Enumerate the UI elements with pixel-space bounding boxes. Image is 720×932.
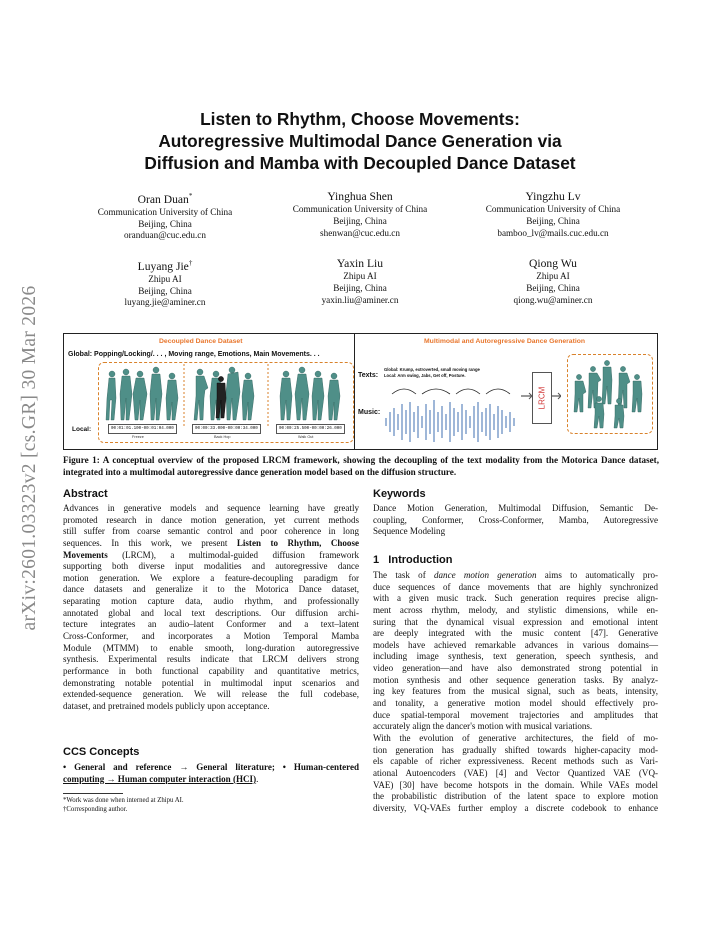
clip-move: Freeze xyxy=(132,435,144,439)
text-line: still suffer from coarse semantic control and poor coherence in long xyxy=(63,526,359,537)
text-line: motion synthesis and other sequence generation tasks. By analyz- xyxy=(373,674,658,685)
text-line: els capable of richer expressiveness. Recent methods such as Vari- xyxy=(373,756,658,767)
author-block xyxy=(453,256,653,306)
figure-divider xyxy=(354,334,355,449)
text-line: performance in both functional capability and quantitative metrics, xyxy=(63,665,359,676)
author-affiliation: Communication University of China xyxy=(97,206,233,217)
author-email[interactable]: yaxin.liu@aminer.cn xyxy=(321,294,399,305)
intro-body xyxy=(373,570,658,814)
title-line: Autoregressive Multimodal Dance Generation via xyxy=(158,131,562,151)
author-block xyxy=(453,189,653,239)
author-location: Beijing, China xyxy=(526,215,580,226)
arxiv-stamp: arXiv:2601.03323v2 [cs.GR] 30 Mar 2026 xyxy=(19,285,40,631)
author-name: Yaxin Liu xyxy=(336,257,384,270)
music-label: Music: xyxy=(358,409,381,416)
texts-label: Texts: xyxy=(358,372,379,379)
author-email[interactable]: bamboo_lv@mails.cuc.edu.cn xyxy=(497,227,609,238)
author-location: Beijing, China xyxy=(138,285,192,296)
author-name: Oran Duan xyxy=(137,192,189,206)
title-line: Listen to Rhythm, Choose Movements: xyxy=(200,109,520,129)
text-line: accurately align the dancer's motion with musical variations. xyxy=(373,721,593,732)
author-name: Yingzhu Lv xyxy=(525,190,581,203)
intro-heading xyxy=(373,554,452,566)
text-line: promoted research in dance motion generation, yet current methods xyxy=(63,514,359,525)
author-affiliation: Communication University of China xyxy=(485,204,621,214)
author-mark: † xyxy=(188,259,193,267)
text-line: motion generation. We explore a feature-decoupling paradigm for xyxy=(63,572,359,583)
author-location: Beijing, China xyxy=(333,282,387,293)
ccs-heading: CCS Concepts xyxy=(63,746,140,758)
clip-time: 00:00:25.500-00:00:26.000 xyxy=(276,424,345,434)
text-line: diversity, VQ-VAEs further employ a discrete codebook to enhance xyxy=(373,802,658,813)
text-line: tion generation has gradually shifted towards higher-capacity mod- xyxy=(373,744,658,755)
author-block xyxy=(260,256,460,306)
author-affiliation: Zhipu AI xyxy=(148,273,182,284)
text-line: Module (MTMM) to enable smooth, long-duration autoregressive xyxy=(63,642,359,653)
text-local: Local: Arm swing, Jabs, Get off, Posture. xyxy=(384,373,466,378)
text-line: ational Autoencoders (VAE) [4] and Vector Quantized VAE (VQ- xyxy=(373,767,658,778)
author-name: Qiong Wu xyxy=(529,257,577,270)
text-line: Cross-Conformer, and incorporates a Motion Temporal Mamba xyxy=(63,631,359,642)
figure-left-title: Decoupled Dance Dataset xyxy=(159,338,243,345)
text-line: ment across rhythm, melody, and stylistic dimensions, while en- xyxy=(373,604,658,615)
figure-right-title: Multimodal and Autoregressive Dance Generation xyxy=(424,338,586,345)
author-affiliation: Communication University of China xyxy=(292,204,428,214)
figure-local-label: Local: xyxy=(72,426,92,433)
text-line: and tonality, a generative motion model should effectively pro- xyxy=(373,698,658,709)
figure-overview xyxy=(63,333,658,450)
text-line: coupling, Conformer, Cross-Conformer, Mamba, Autoregressive xyxy=(373,514,658,525)
text-line: extended-sequence generation. We will release the full codebase, xyxy=(63,689,359,700)
ccs-line: computing → Human computer interaction (HCI) xyxy=(63,773,257,784)
text-line: suring that the dynamical visual expression and emotional intent xyxy=(373,616,658,627)
keywords-heading: Keywords xyxy=(373,488,426,500)
text-line: VAE) [30] have become hotspots in the domain. While VAEs model xyxy=(373,779,658,790)
text-line: Advances in generative models and sequence learning have greatly xyxy=(63,503,359,513)
author-mark: * xyxy=(188,192,193,200)
author-name: Luyang Jie xyxy=(137,259,189,273)
dancer-figures-left xyxy=(100,364,352,428)
paper-title xyxy=(60,108,660,174)
text-line: ing key features from the musical signal, such as beats, intensity, xyxy=(373,686,658,697)
lrcm-label: LRCM xyxy=(537,386,547,410)
figure-global-label: Global: Popping/Locking/. . . , Moving range, Emotions, Main Movements. . . xyxy=(68,351,320,358)
author-block xyxy=(260,189,460,239)
text-line: the probabilistic distribution of the latent space to explore motion xyxy=(373,791,658,802)
music-waveform xyxy=(382,382,522,442)
ccs-line-end: . xyxy=(256,773,259,784)
text-line: separating motion capture data, audio rhythm, and professionally xyxy=(63,596,359,607)
footnote: *Work was done when interned at Zhipu AI. xyxy=(63,797,184,804)
ccs-line: • General and reference → General literature; • Human-centered xyxy=(63,762,359,772)
text-line: dance datasets and generalize it to the Motorica Dance dataset, xyxy=(63,584,359,595)
author-block xyxy=(65,256,265,309)
author-name: Yinghua Shen xyxy=(327,190,393,203)
author-block xyxy=(65,189,265,242)
author-email[interactable]: qiong.wu@aminer.cn xyxy=(513,294,593,305)
flow-arrows xyxy=(521,389,561,403)
text-line: annotated global and local text descriptions. Our diffusion archi- xyxy=(63,607,359,618)
clip-move: Walk Out xyxy=(298,435,314,439)
abstract-body xyxy=(63,503,359,713)
text-line: duce spatial-temporal movement trajectories and amplitudes that xyxy=(373,709,658,720)
author-email[interactable]: luyang.jie@aminer.cn xyxy=(124,297,206,308)
text-line: tecture integrates an audio–latent Conformer and a text–latent xyxy=(63,619,359,630)
text-line: video generation—and have also demonstrated strong potential in xyxy=(373,663,658,674)
clip-time: 00:01:01.100-00:01:04.000 xyxy=(108,424,177,434)
text-line: The task of dance motion generation aims to automatically pro- xyxy=(373,570,659,580)
author-location: Beijing, China xyxy=(526,282,580,293)
text-line: Dance Motion Generation, Multimodal Diffusion, Semantic De- xyxy=(373,503,658,513)
author-email[interactable]: oranduan@cuc.edu.cn xyxy=(124,230,206,241)
footnote: †Corresponding author. xyxy=(63,806,128,813)
text-line: supporting both diverse input modalities and autoregressive dance xyxy=(63,561,359,572)
text-line: Movements (LRCM), a multimodal-guided diffusion framework xyxy=(63,549,359,560)
footnote-rule xyxy=(63,793,123,794)
author-location: Beijing, China xyxy=(333,215,387,226)
text-line: synthesis. Experimental results indicate that LRCM delivers strong xyxy=(63,654,359,665)
ccs-concepts xyxy=(63,762,359,785)
abstract-heading: Abstract xyxy=(63,488,108,500)
text-line: models have achieved remarkable advances in various domains— xyxy=(373,639,658,650)
author-affiliation: Zhipu AI xyxy=(343,271,377,281)
text-line: With the evolution of generative architectures, the field of mo- xyxy=(373,732,658,743)
intro-heading-number: 1 xyxy=(373,554,380,566)
text-line: dataset, and pretrained models publicly upon acceptance. xyxy=(63,700,270,711)
text-line: duce sequences of dance movements that are highly synchronized xyxy=(373,581,658,592)
author-location: Beijing, China xyxy=(138,218,192,229)
keywords-body xyxy=(373,503,658,538)
clip-time: 00:00:33.000-00:00:34.000 xyxy=(192,424,261,434)
text-line: are deeply integrated with the music content [47]. Generative xyxy=(373,628,658,639)
title-line: Diffusion and Mamba with Decoupled Dance Dataset xyxy=(144,153,576,173)
text-global: Global: Krump, extroverted, small moving range xyxy=(384,367,480,372)
text-line: with a given music track. Such generation requires precise align- xyxy=(373,593,658,604)
text-line: demonstrating notable potential in multimodal input scenarios and xyxy=(63,677,359,688)
author-affiliation: Zhipu AI xyxy=(536,271,570,281)
dancer-figures-right xyxy=(570,356,652,432)
intro-heading-text: Introduction xyxy=(388,554,453,566)
clip-move: Back Hop xyxy=(214,435,231,439)
author-email[interactable]: shenwan@cuc.edu.cn xyxy=(320,227,400,238)
text-line: including image synthesis, text generation, speech synthesis, and xyxy=(373,651,658,662)
text-line: sequences. In this work, we present Listen to Rhythm, Choose xyxy=(63,537,359,548)
text-line: Sequence Modeling xyxy=(373,526,446,537)
figure-caption: Figure 1: A conceptual overview of the proposed LRCM framework, showing the decoupling of the text modality from the Motorica Dance dataset, integrated into a multimodal autoregressive dance generation model based on the diffusion structure. xyxy=(63,455,659,477)
